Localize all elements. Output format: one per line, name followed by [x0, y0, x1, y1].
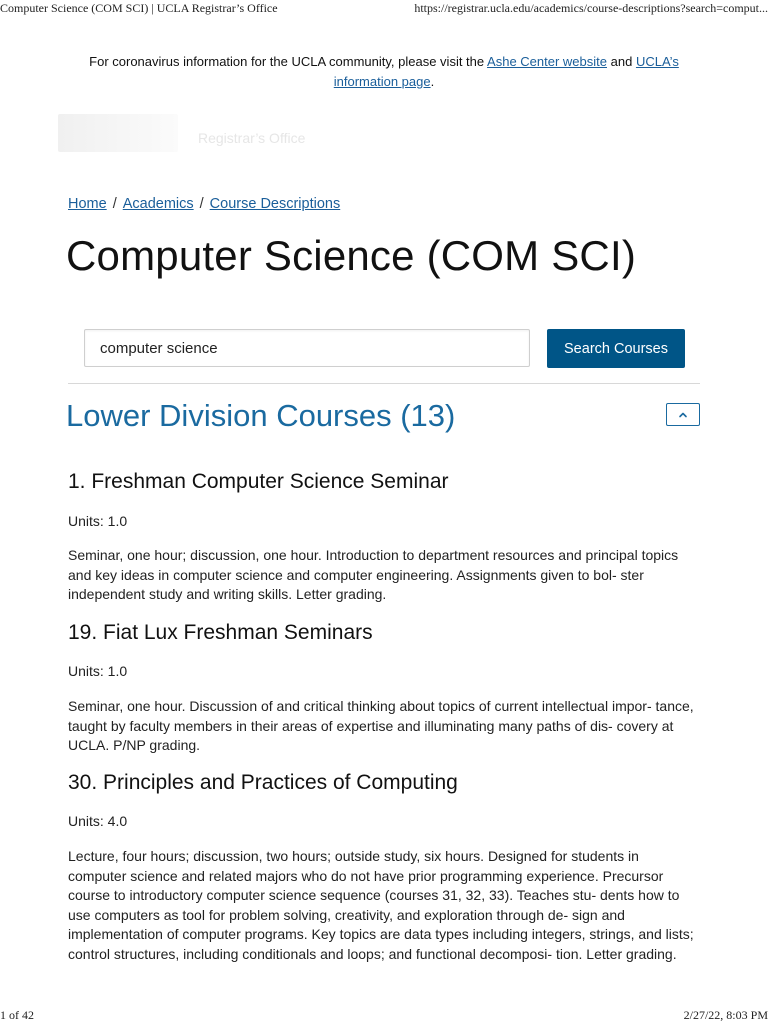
registrar-logo[interactable]: [58, 108, 358, 156]
alert-text-after: .: [430, 74, 435, 89]
divider: [68, 383, 700, 384]
chevron-up-icon: [678, 411, 688, 418]
page-count: 1 of 42: [0, 1008, 34, 1022]
section-heading-lower-division: Lower Division Courses (13): [66, 398, 456, 433]
print-footer: [0, 1008, 768, 1024]
document-title: Computer Science (COM SCI) | UCLA Registrar’s Office: [0, 1, 278, 15]
ashe-center-link[interactable]: Ashe Center website: [487, 54, 607, 69]
course-description: Seminar, one hour. Discussion of and critical thinking about topics of current intellectual impor- tance, taught by faculty members in their areas of expertise and illuminating many paths of dis- covery at UCLA. P/NP grading.: [68, 698, 694, 753]
alert-text-before: For coronavirus information for the UCLA community, please visit the: [89, 54, 485, 69]
course-description: Seminar, one hour; discussion, one hour. Introduction to department resources and principal topics and key ideas in computer science and computer engineering. Assignments given to bol- ster independent study and writing skills. Letter grading.: [68, 547, 679, 602]
breadcrumb-course-descriptions[interactable]: Course Descriptions: [209, 196, 341, 212]
course-units: Units: 1.0: [68, 663, 128, 679]
course-units: Units: 4.0: [68, 813, 128, 829]
search-courses-button[interactable]: Search Courses: [547, 329, 685, 368]
course-search-input[interactable]: [84, 329, 530, 367]
course-title: 19. Fiat Lux Freshman Seminars: [68, 621, 373, 644]
collapse-section-button[interactable]: [666, 403, 700, 426]
ucla-logo-icon: [58, 114, 178, 152]
alert-text-middle: and: [610, 54, 633, 69]
page-title: Computer Science (COM SCI): [66, 232, 637, 279]
breadcrumb: [68, 196, 340, 212]
breadcrumb-academics[interactable]: Academics: [122, 196, 194, 212]
breadcrumb-separator: /: [199, 196, 204, 212]
course-title: 30. Principles and Practices of Computing: [68, 771, 458, 794]
course-units: Units: 1.0: [68, 513, 128, 529]
coronavirus-alert: [68, 52, 700, 92]
print-header: [0, 0, 768, 16]
breadcrumb-home[interactable]: Home: [68, 196, 107, 212]
breadcrumb-separator: /: [112, 196, 117, 212]
document-url: https://registrar.ucla.edu/academics/course-descriptions?search=comput...: [414, 1, 768, 15]
print-timestamp: 2/27/22, 8:03 PM: [683, 1008, 768, 1022]
course-description: Lecture, four hours; discussion, two hours; outside study, six hours. Designed for students in computer science and related majors who do not have prior programming experience. Precursor course to introductory computer science sequence (courses 31, 32, 33). Teaches stu- dents how to use computers as tool for problem solving, creativity, and exploration through de- sign and implementation of computer programs. Key topics are data types including integers, strings, and lists; control structures, including conditionals and loops; and functional decomposi- tion. Letter grading.: [68, 848, 694, 962]
ucla-info-page-link[interactable]: UCLA’s information page: [333, 54, 679, 89]
course-title: 1. Freshman Computer Science Seminar: [68, 470, 449, 493]
logo-name: Registrar’s Office: [198, 130, 306, 146]
